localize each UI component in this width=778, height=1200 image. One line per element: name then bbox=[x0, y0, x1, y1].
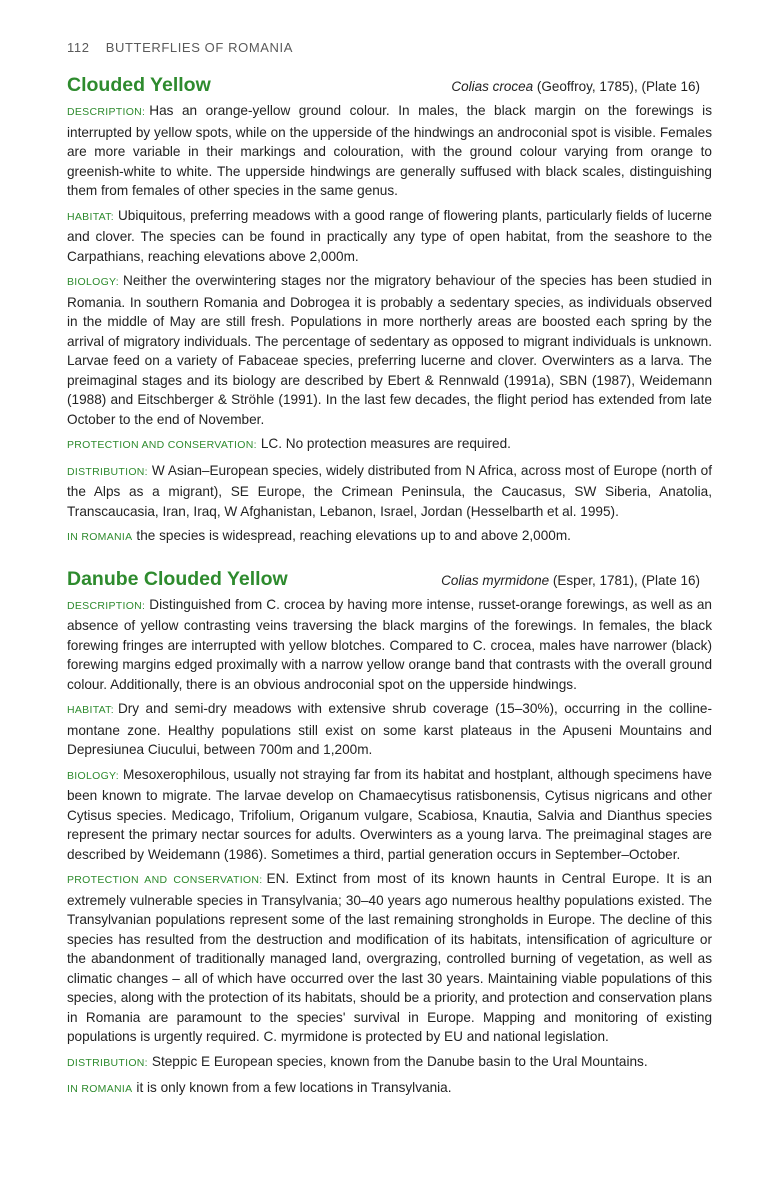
authority: (Esper, 1781), (Plate 16) bbox=[552, 572, 700, 588]
distribution-label: DISTRIBUTION: bbox=[67, 1056, 148, 1069]
habitat-label: HABITAT: bbox=[67, 210, 114, 223]
in-romania-section bbox=[67, 526, 712, 548]
distribution-text: W Asian–European species, widely distributed from N Africa, across most of Europe (north of the Alps as a migrant), SE Europe, the Crimean Peninsula, the Caucasus, SW Siberia, Anatolia, Transcaucasia, Iran, Iraq, W Afghanistan, Lebanon, Israel, Jordan (Hesselbarth et al. 1995). bbox=[67, 462, 712, 519]
authority: (Geoffroy, 1785), (Plate 16) bbox=[536, 79, 700, 94]
in-romania-label: IN ROMANIA bbox=[67, 1083, 133, 1095]
species-entry-danube-clouded-yellow bbox=[67, 568, 712, 1100]
scientific-name-line bbox=[441, 573, 700, 588]
description-label: DESCRIPTION: bbox=[67, 599, 146, 612]
description-section bbox=[67, 101, 712, 201]
habitat-section bbox=[67, 699, 712, 760]
biology-label: BIOLOGY: bbox=[67, 769, 120, 782]
in-romania-section bbox=[67, 1078, 712, 1100]
description-text: Has an orange-yellow ground colour. In males, the black margin on the forewings is interrupted by yellow spots, while on the upperside of the hindwings an androconial spot is visible. Females are more variable in their markings and colouration, with the ground colour varying from orange to greenish-white to white. The upperside hindwings are generally suffused with black scales, distinguishing them from females of other species in the same genus. bbox=[67, 103, 712, 198]
biology-text: Neither the overwintering stages nor the migratory behaviour of the species has been studied in Romania. In southern Romania and Dobrogea it is probably a sedentary species, as individuals observed in the middle of May are still fresh. Populations in more northerly areas are boosted each spring by the arrival of migratory individuals. The percentage of sedentary as opposed to migrant individuals is unknown. Larvae feed on a variety of Fabaceae species, preferring lucerne and clover. Overwinters as a larva. The preimaginal stages and its biology are described by Ebert & Rennwald (1991a), SBN (1987), Weidemann (1988) and Eitschberger & Ströhle (1991). In the last few decades, the flight period has extended from late October to the end of November. bbox=[67, 273, 712, 427]
biology-label: BIOLOGY: bbox=[67, 276, 120, 288]
habitat-label: HABITAT: bbox=[67, 704, 114, 716]
habitat-text: Dry and semi-dry meadows with extensive shrub coverage (15–30%), occurring in the colline-montane zone. Healthy populations still exist on some karst plateaus in the Apuseni Mountains and Depresiunea Ciucului, between 700m and 1,200m. bbox=[67, 701, 712, 757]
common-name: Danube Clouded Yellow bbox=[67, 567, 288, 590]
biology-text: Mesoxerophilous, usually not straying far from its habitat and hostplant, although specimens have been known to migrate. The larvae develop on Chamaecytisus ratisbonensis, Cytisus nigricans and other Cytisus species. Medicago, Trifolium, Origanum vulgare, Scabiosa, Knautia, Salvia and Dianthus species represent the primary nectar sources for adults. Overwinters as a young larva. The preimaginal stages are described by Weidemann (1986). Sometimes a third, partial generation occurs in September–October. bbox=[67, 766, 712, 862]
habitat-section bbox=[67, 206, 712, 267]
biology-section bbox=[67, 765, 712, 865]
description-text: Distinguished from C. crocea by having more intense, russet-orange forewings, as well as an absence of yellow contrasting veins traversing the black margins of the forewings. In females, the black forewing fringes are interrupted with yellow blotches. Compared to C. crocea, males have narrower (black) forewing margins edged proximally with a narrow yellow orange band that contrasts with the overall ground colour. Additionally, there is an obvious androconial spot on the upperside hindwings. bbox=[67, 596, 712, 692]
protection-label: PROTECTION AND CONSERVATION: bbox=[67, 439, 257, 451]
species-title-row bbox=[67, 568, 712, 595]
book-title: BUTTERFLIES OF ROMANIA bbox=[105, 40, 294, 55]
distribution-label: DISTRIBUTION: bbox=[67, 465, 148, 478]
description-section bbox=[67, 595, 712, 695]
protection-section bbox=[67, 869, 712, 1047]
scientific-name: Colias crocea bbox=[451, 79, 534, 94]
page-content bbox=[67, 74, 712, 1120]
protection-label: PROTECTION AND CONSERVATION: bbox=[67, 874, 263, 886]
distribution-text: Steppic E European species, known from the Danube basin to the Ural Mountains. bbox=[151, 1053, 648, 1069]
distribution-section bbox=[67, 461, 712, 522]
running-header bbox=[67, 40, 293, 55]
protection-text: LC. No protection measures are required. bbox=[260, 436, 511, 451]
in-romania-text: the species is widespread, reaching elevations up to and above 2,000m. bbox=[136, 528, 571, 543]
description-label: DESCRIPTION: bbox=[67, 106, 146, 118]
in-romania-text: it is only known from a few locations in Transylvania. bbox=[136, 1080, 452, 1095]
scientific-name-line bbox=[451, 79, 700, 94]
protection-text: EN. Extinct from most of its known haunts in Central Europe. It is an extremely vulnerable species in Transylvania; 30–40 years ago numerous healthy populations existed. The Transylvanian populations represent some of the last remaining strongholds in Europe. The decline of this species has resulted from the destruction and modification of its habitats, intensification of agriculture or the abandonment of traditionally managed land, overgrazing, controlled burning of vegetation, as well as climatic changes – all of which have occurred over the last 30 years. Maintaining viable populations of this species, along with the protection of its habitats, should be a priority, and protection and conservation plans in Romania are paramount to the species' survival in Europe. Mapping and monitoring of existing populations is urgently required. C. myrmidone is protected by EU and national legislation. bbox=[67, 871, 712, 1044]
common-name: Clouded Yellow bbox=[67, 74, 211, 96]
scientific-name: Colias myrmidone bbox=[441, 572, 550, 588]
distribution-section bbox=[67, 1052, 712, 1074]
in-romania-label: IN ROMANIA bbox=[67, 531, 133, 543]
page-number: 112 bbox=[67, 40, 90, 55]
species-entry-clouded-yellow bbox=[67, 74, 712, 548]
species-title-row bbox=[67, 74, 712, 101]
biology-section bbox=[67, 271, 712, 429]
habitat-text: Ubiquitous, preferring meadows with a good range of flowering plants, particularly fields of lucerne and clover. The species can be found in practically any type of open habitat, from the seashore to the Carpathians, reaching elevations above 2,000m. bbox=[67, 207, 712, 264]
protection-section bbox=[67, 434, 712, 456]
